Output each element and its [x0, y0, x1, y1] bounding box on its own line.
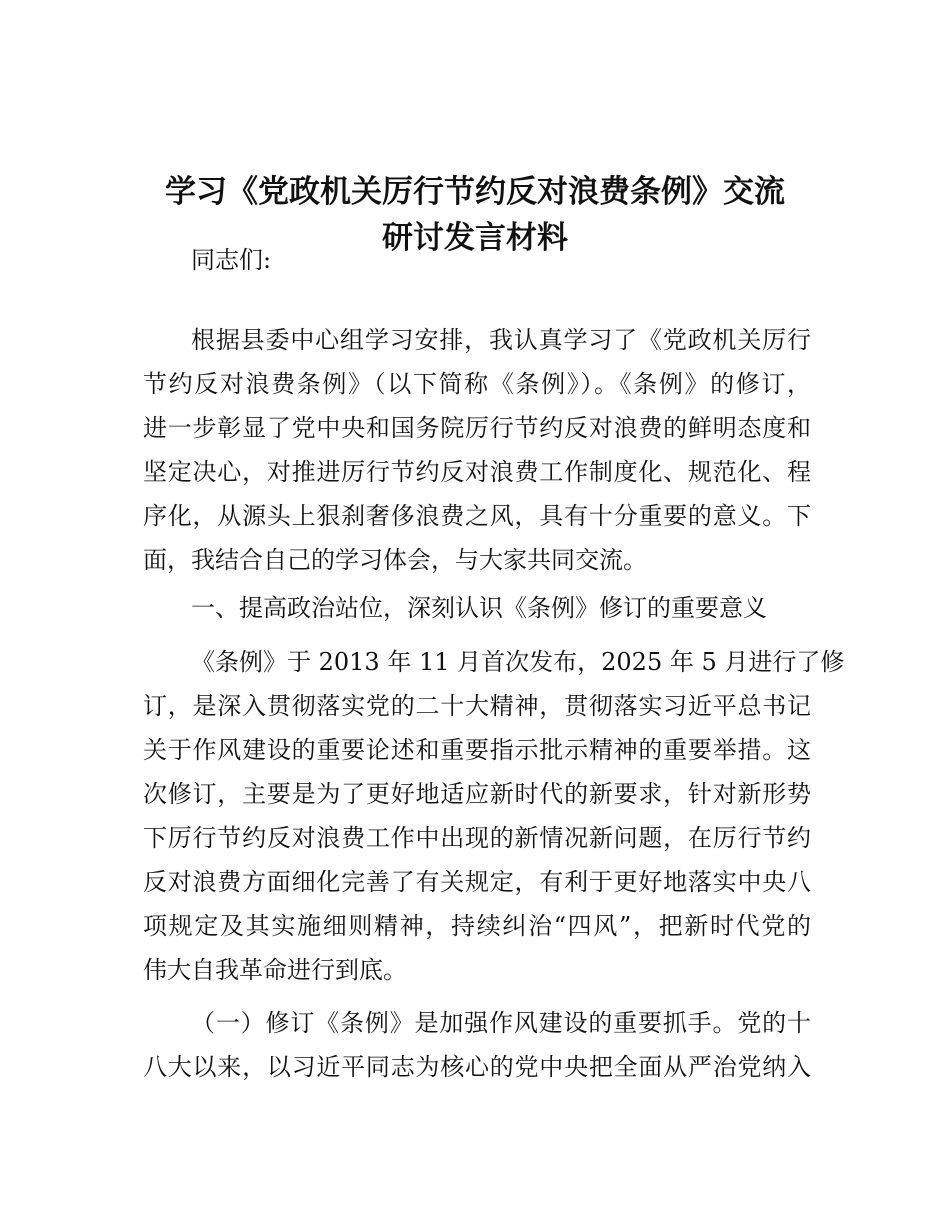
body-line: 进一步彰显了党中央和国务院厉行节约反对浪费的鲜明态度和: [143, 414, 811, 442]
document-title-line-2: 研讨发言材料: [382, 220, 568, 256]
body-line: 八大以来，以习近平同志为核心的党中央把全面从严治党纳入: [143, 1053, 811, 1081]
body-line: 反对浪费方面细化完善了有关规定，有利于更好地落实中央八: [143, 868, 811, 896]
body-line: 次修订，主要是为了更好地适应新时代的新要求，针对新形势: [143, 780, 811, 808]
sub-heading-line: （一）修订《条例》是加强作风建设的重要抓手。党的十: [191, 1009, 811, 1037]
document-title-line-1: 学习《党政机关厉行节约反对浪费条例》交流: [165, 174, 785, 210]
body-line: 关于作风建设的重要论述和重要指示批示精神的重要举措。这: [143, 736, 811, 764]
body-line: 下厉行节约反对浪费工作中出现的新情况新问题，在厉行节约: [143, 824, 811, 852]
body-line: 伟大自我革命进行到底。: [143, 956, 407, 984]
salutation: 同志们:: [191, 246, 272, 274]
section-heading: 一、提高政治站位，深刻认识《条例》修订的重要意义: [191, 594, 767, 622]
body-line: 坚定决心，对推进厉行节约反对浪费工作制度化、规范化、程: [143, 458, 811, 486]
body-line: 订，是深入贯彻落实党的二十大精神，贯彻落实习近平总书记: [143, 692, 811, 720]
body-line: 面，我结合自己的学习体会，与大家共同交流。: [143, 546, 647, 574]
body-line: 节约反对浪费条例》（以下简称《条例》）。《条例》的修订，: [143, 370, 811, 398]
body-line: 项规定及其实施细则精神，持续纠治“四风”，把新时代党的: [143, 912, 811, 940]
body-line: 《条例》于 2013 年 11 月首次发布，2025 年 5 月进行了修: [191, 648, 845, 676]
body-line: 根据县委中心组学习安排，我认真学习了《党政机关厉行: [191, 326, 811, 354]
body-line: 序化，从源头上狠刹奢侈浪费之风，具有十分重要的意义。下: [143, 502, 811, 530]
